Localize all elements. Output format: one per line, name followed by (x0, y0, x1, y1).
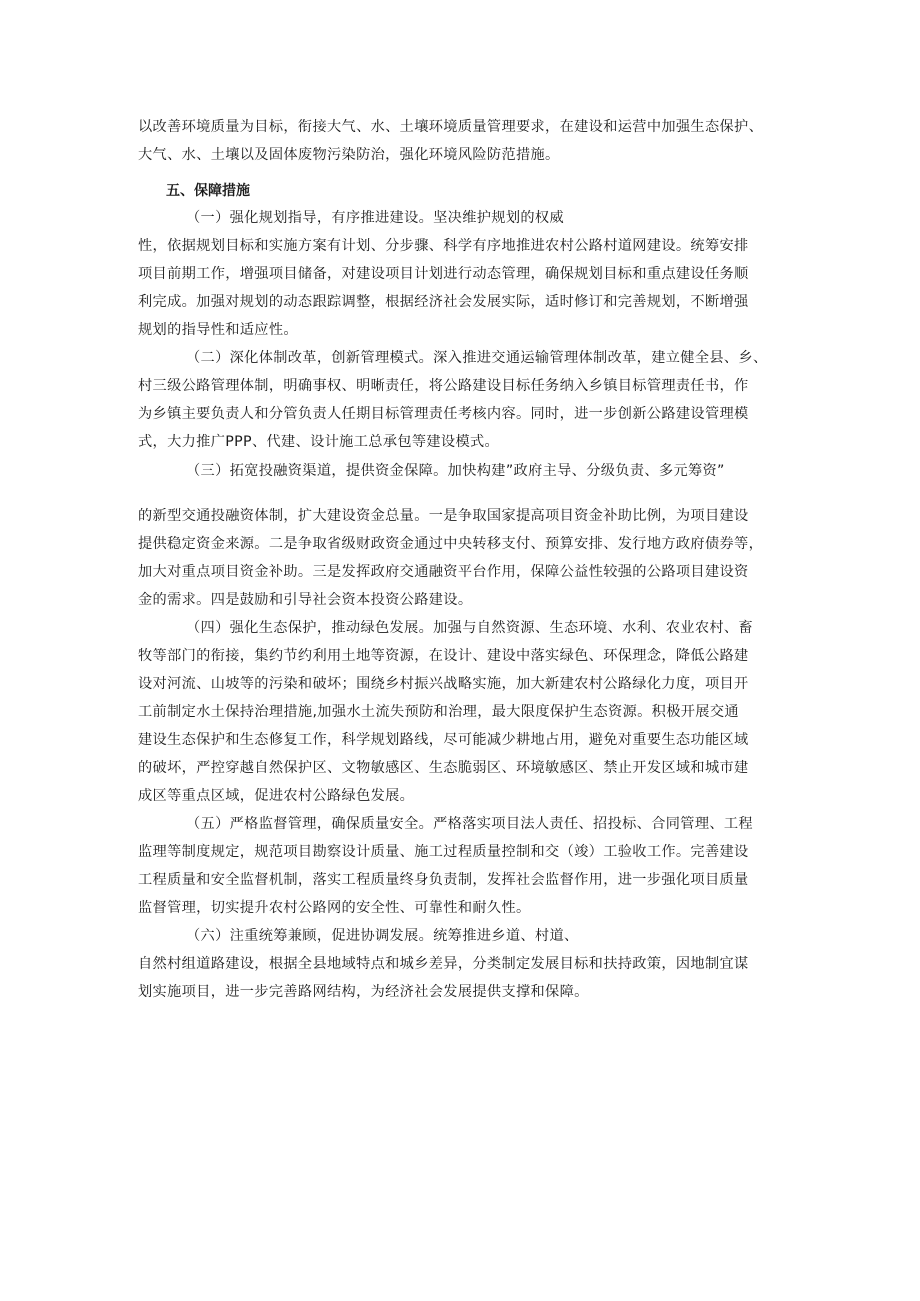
section-heading: 五、保障措施 (166, 183, 250, 199)
paragraph-line: 监理等制度规定，规范项目勘察设计质量、施工过程质量控制和交（竣）工验收工作。完善建设 (138, 844, 749, 860)
paragraph-line: 的新型交通投融资体制，扩大建设资金总量。一是争取国家提高项目资金补助比例，为项目建设 (138, 508, 749, 524)
paragraph-line: （五）严格监督管理，确保质量安全。严格落实项目法人责任、招投标、合同管理、工程 (186, 816, 753, 832)
paragraph-line: 的破坏，严控穿越自然保护区、文物敏感区、生态脆弱区、环境敏感区、禁止开发区域和城市建 (138, 760, 749, 776)
intro-line: 大气、水、土壤以及固体废物污染防治，强化环境风险防范措施。 (138, 147, 560, 163)
paragraph-line: 工前制定水土保持治理措施,加强水土流失预防和治理，最大限度保护生态资源。积极开展交通 (138, 704, 739, 720)
paragraph-line: 加大对重点项目资金补助。三是发挥政府交通融资平台作用，保障公益性较强的公路项目建设资 (138, 564, 749, 580)
paragraph-line: 监督管理，切实提升农村公路网的安全性、可靠性和耐久性。 (138, 900, 531, 916)
paragraph-line: 建设生态保护和生态修复工作，科学规划路线，尽可能减少耕地占用，避免对重要生态功能区域 (138, 732, 749, 748)
intro-line: 以改善环境质量为目标，衔接大气、水、土壤环境质量管理要求，在建设和运营中加强生态保护、 (138, 119, 764, 135)
paragraph-line: 牧等部门的衔接，集约节约利用土地等资源，在设计、建设中落实绿色、环保理念，降低公路建 (138, 648, 749, 664)
paragraph-line: （四）强化生态保护，推动绿色发展。加强与自然资源、生态环境、水利、农业农村、畜 (186, 620, 753, 636)
paragraph-line: （二）深化体制改革，创新管理模式。深入推进交通运输管理体制改革，建立健全县、乡、 (186, 350, 768, 366)
paragraph-line: 性，依据规划目标和实施方案有计划、分步骤、科学有序地推进农村公路村道网建设。统筹安排 (138, 238, 749, 254)
paragraph-line: 自然村组道路建设，根据全县地域特点和城乡差异，分类制定发展目标和扶持政策，因地制宜谋 (138, 956, 749, 972)
paragraph-line: 项目前期工作，增强项目储备，对建设项目计划进行动态管理，确保规划目标和重点建设任务顺 (138, 266, 749, 282)
paragraph-line: 设对河流、山坡等的污染和破坏；围绕乡村振兴战略实施，加大新建农村公路绿化力度，项目开 (138, 676, 749, 692)
paragraph-line: 为乡镇主要负责人和分管负责人任期目标管理责任考核内容。同时，进一步创新公路建设管理模 (138, 406, 749, 422)
paragraph-line: 规划的指导性和适应性。 (138, 322, 298, 338)
paragraph-line: （一）强化规划指导，有序推进建设。坚决维护规划的权威 (186, 210, 564, 226)
paragraph-line: 工程质量和安全监督机制，落实工程质量终身负责制，发挥社会监督作用，进一步强化项目质量 (138, 872, 749, 888)
paragraph-line: 成区等重点区域，促进农村公路绿色发展。 (138, 788, 415, 804)
paragraph-line: 提供稳定资金来源。二是争取省级财政资金通过中央转移支付、预算安排、发行地方政府债券等， (138, 536, 764, 552)
paragraph-line: 利完成。加强对规划的动态跟踪调整，根据经济社会发展实际，适时修订和完善规划，不断增强 (138, 294, 749, 310)
paragraph-line: 划实施项目，进一步完善路网结构，为经济社会发展提供支撑和保障。 (138, 984, 589, 1000)
paragraph-line: （六）注重统筹兼顾，促进协调发展。统筹推进乡道、村道、 (186, 928, 579, 944)
paragraph-line: 村三级公路管理体制，明确事权、明晰责任，将公路建设目标任务纳入乡镇目标管理责任书，作 (138, 378, 749, 394)
paragraph-line: 金的需求。四是鼓励和引导社会资本投资公路建设。 (138, 592, 473, 608)
paragraph-line: 式，大力推广PPP、代建、设计施工总承包等建设模式。 (138, 434, 500, 450)
paragraph-line: （三）拓宽投融资渠道，提供资金保障。加快构建”政府主导、分级负责、多元筹资” (186, 463, 725, 479)
